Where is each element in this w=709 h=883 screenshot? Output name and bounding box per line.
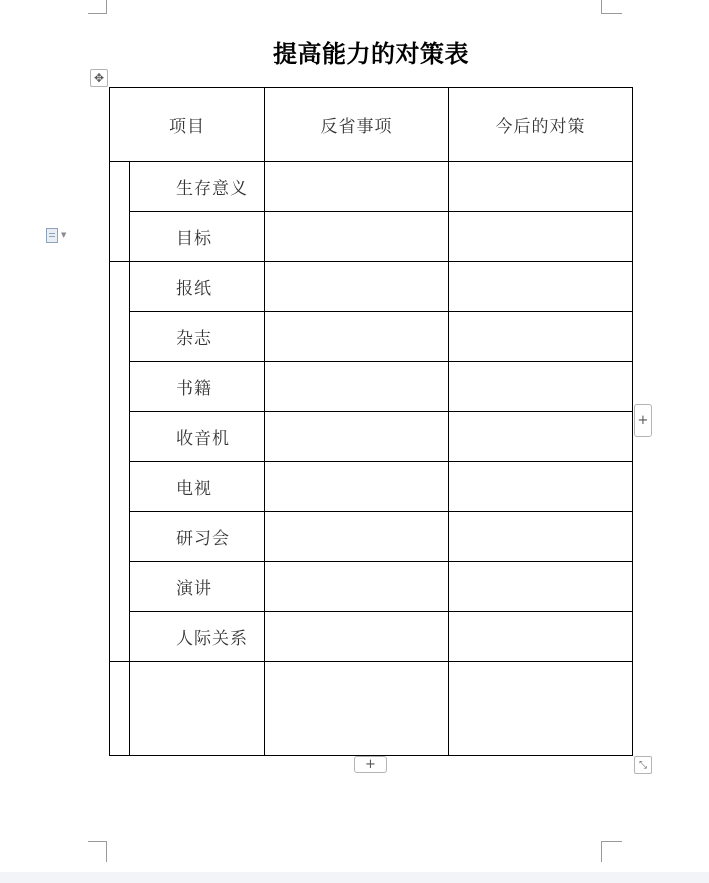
- table-row: [110, 212, 633, 262]
- countermeasure-cell[interactable]: [449, 212, 633, 262]
- table-row: [110, 262, 633, 312]
- group-cell[interactable]: [110, 262, 130, 662]
- group-cell[interactable]: [110, 662, 130, 756]
- countermeasure-cell[interactable]: [449, 162, 633, 212]
- table-row: [110, 312, 633, 362]
- countermeasure-cell[interactable]: [449, 412, 633, 462]
- item-label[interactable]: 书籍: [130, 362, 265, 412]
- header-reflection[interactable]: 反省事项: [265, 88, 449, 162]
- countermeasure-cell[interactable]: [449, 362, 633, 412]
- countermeasure-cell[interactable]: [449, 662, 633, 756]
- plus-icon: +: [637, 413, 649, 428]
- chevron-down-icon: ▼: [61, 231, 67, 239]
- reflection-cell[interactable]: [265, 462, 449, 512]
- item-label[interactable]: 人际关系: [130, 612, 265, 662]
- item-label[interactable]: 目标: [130, 212, 265, 262]
- table-move-handle[interactable]: [90, 69, 108, 87]
- table-row: [110, 412, 633, 462]
- table-resize-handle[interactable]: [634, 756, 652, 774]
- item-label[interactable]: 电视: [130, 462, 265, 512]
- table-row: [110, 612, 633, 662]
- plus-icon: +: [365, 757, 376, 772]
- reflection-cell[interactable]: [265, 312, 449, 362]
- item-cell[interactable]: [130, 662, 265, 756]
- add-row-button[interactable]: [354, 756, 387, 773]
- reflection-cell[interactable]: [265, 612, 449, 662]
- item-label[interactable]: 收音机: [130, 412, 265, 462]
- reflection-cell[interactable]: [265, 262, 449, 312]
- table-row: [110, 362, 633, 412]
- item-label[interactable]: 杂志: [130, 312, 265, 362]
- group-cell[interactable]: [110, 162, 130, 262]
- item-label[interactable]: 演讲: [130, 562, 265, 612]
- document-title: 提高能力的对策表: [273, 40, 469, 68]
- item-label[interactable]: 研习会: [130, 512, 265, 562]
- item-label[interactable]: 生存意义: [130, 162, 265, 212]
- reflection-cell[interactable]: [265, 562, 449, 612]
- table-header-row: [110, 88, 633, 162]
- countermeasure-cell[interactable]: [449, 562, 633, 612]
- reflection-cell[interactable]: [265, 662, 449, 756]
- reflection-cell[interactable]: [265, 512, 449, 562]
- paragraph-options[interactable]: [46, 227, 74, 243]
- crop-mark-bottom-right: [601, 841, 622, 862]
- table-row: [110, 162, 633, 212]
- document-icon: [46, 228, 58, 243]
- table-row: [110, 662, 633, 756]
- countermeasure-cell[interactable]: [449, 312, 633, 362]
- crop-mark-top-right: [601, 0, 622, 14]
- header-item[interactable]: 项目: [110, 88, 265, 162]
- crop-mark-top-left: [88, 0, 107, 14]
- table-row: [110, 512, 633, 562]
- countermeasure-cell[interactable]: [449, 262, 633, 312]
- reflection-cell[interactable]: [265, 412, 449, 462]
- countermeasure-cell[interactable]: [449, 512, 633, 562]
- item-label[interactable]: 报纸: [130, 262, 265, 312]
- reflection-cell[interactable]: [265, 212, 449, 262]
- reflection-cell[interactable]: [265, 162, 449, 212]
- crop-mark-bottom-left: [88, 841, 107, 862]
- header-countermeasure[interactable]: 今后的对策: [449, 88, 633, 162]
- table-row: [110, 562, 633, 612]
- add-column-button[interactable]: [634, 404, 652, 437]
- countermeasure-cell[interactable]: [449, 612, 633, 662]
- resize-diagonal-icon: ⤡: [639, 759, 647, 771]
- reflection-cell[interactable]: [265, 362, 449, 412]
- countermeasure-cell[interactable]: [449, 462, 633, 512]
- table-row: [110, 462, 633, 512]
- strategy-table: [109, 87, 633, 756]
- move-icon: ✥: [93, 71, 105, 85]
